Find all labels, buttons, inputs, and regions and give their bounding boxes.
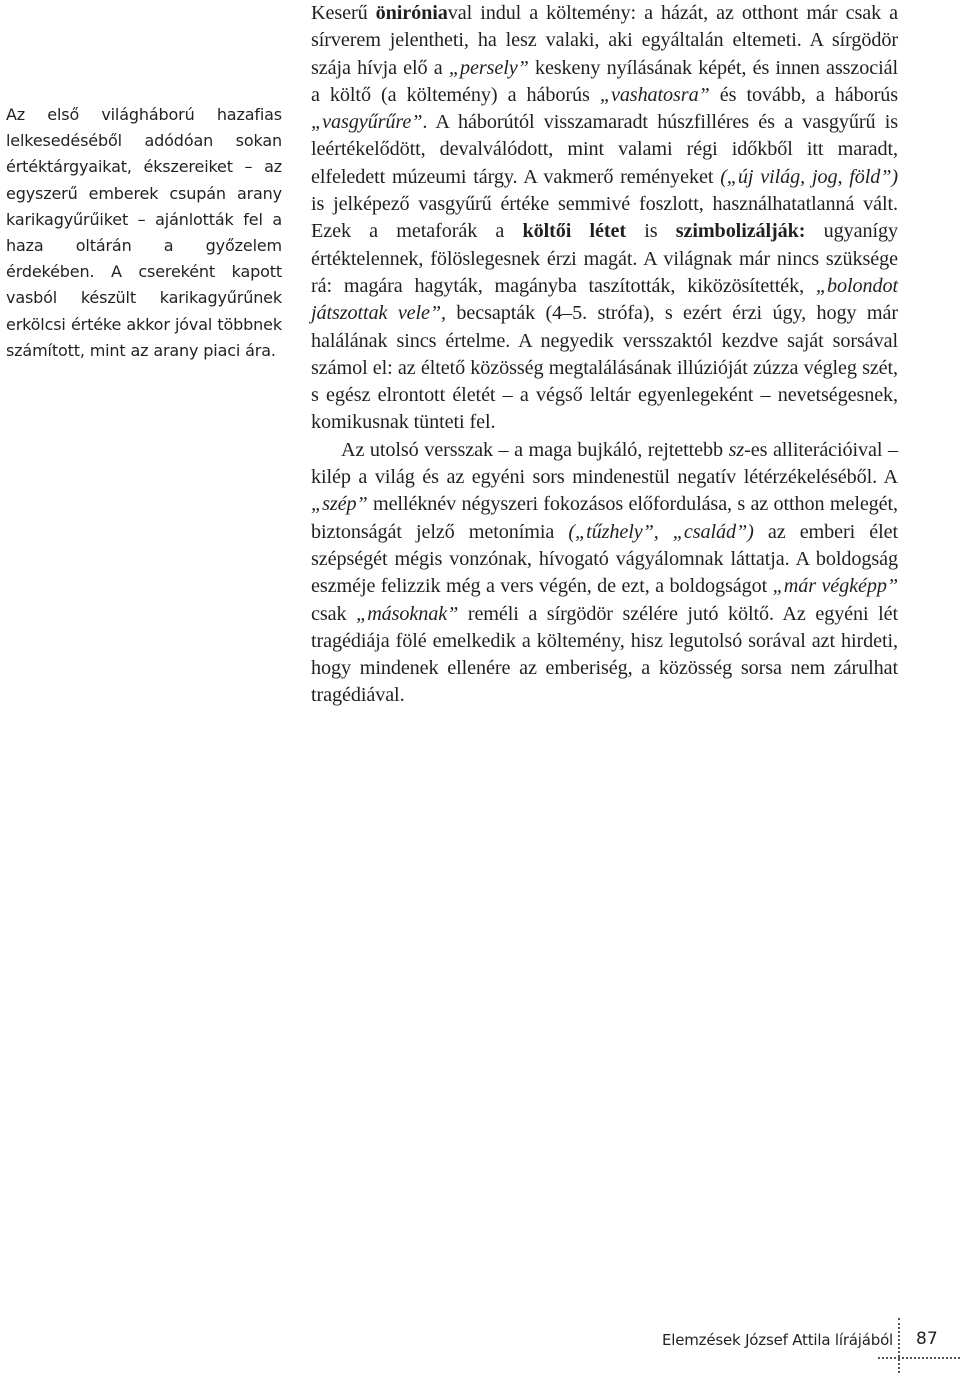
italic-quote: („tűzhely”, „család”) bbox=[568, 520, 754, 543]
text-run: Az utolsó versszak – a maga bujkáló, rejtettebb bbox=[341, 438, 729, 461]
text-run: reméli a sírgödör szélére jutó költő. Az egyéni lét tragédiája fölé emelkedik a költemény, hisz legutolsó sorával azt hirdeti, hogy mindenek ellenére az emberiség, a közösség sorsa nem zárulhat tragédiával. bbox=[311, 602, 899, 707]
text-run: val indul a költemény: a házát, az otthont már csak a sírverem jelentheti, ha lesz valaki, aki egyáltalán eltemeti. A sírgödör szája hívja elő a bbox=[311, 2, 898, 79]
italic-quote: („új világ, jog, föld”) bbox=[720, 165, 898, 188]
footer-divider-horizontal bbox=[878, 1357, 960, 1359]
bold-term: önirónia bbox=[375, 2, 448, 24]
italic-quote: „bolondot játszottak vele”, bbox=[311, 274, 898, 325]
text-run: keskeny nyílásának képét, és innen asszociál a költő (a költemény) a háborús bbox=[311, 56, 898, 106]
bold-term: költői létet bbox=[522, 220, 626, 243]
text-run: . A háborútól visszamaradt húszfilléres és a vasgyűrű is leértékelődött, devalválódott, mint valami régi időkből itt maradt, elfeledett múzeumi tárgy. A vakmerő reményeket bbox=[311, 111, 898, 188]
italic-quote: „vasgyűrűre” bbox=[311, 111, 423, 134]
text-run: Keserű bbox=[311, 2, 376, 24]
italic-quote: „másoknak” bbox=[356, 602, 459, 625]
italic-quote: „már végképp” bbox=[772, 575, 898, 598]
text-run: becsapták (4–5. strófa), s ezért érzi úgy, hogy már halálának sincs értelme. A negyedik versszaktól kezdve saját sorsával számol el: az éltető közösség megtalálásának illúzióját zúzza végleg szét, s egész elrontott életét – a végső leltár egyenlegeként – nevetségesnek, komikusnak tünteti fel. bbox=[311, 302, 898, 434]
bold-term: szimbolizálják: bbox=[675, 220, 806, 243]
text-run: az emberi élet szépségét mégis vonzónak, hívogató vágyálomnak láttatja. A boldogság eszméje felizzik még a vers végén, de ezt, a boldogságot bbox=[311, 520, 898, 598]
italic-quote: „vashatosra” bbox=[599, 83, 710, 106]
sidebar-note: Az első világháború hazafias lelkesedéséből adódóan sokan értéktárgyaikat, ékszereiket – az egyszerű emberek csupán arany karikagyűrűiket – ajánlották fel a haza oltárán a győzelem érdekében. A csereként kapott vasból készült karikagyűrűnek erkölcsi értéke akkor jóval többnek számított, mint az arany piaci ára. bbox=[6, 105, 282, 360]
text-run: ugyanígy értéktelennek, fölöslegesnek érzi magát. A világnak már nincs szüksége rá: magára hagyták, magányba taszították, kiközösítették, bbox=[311, 220, 898, 297]
text-run: is jelképező vasgyűrű értéke semmivé foszlott, használhatatlanná vált. Ezek a metaforák a bbox=[311, 193, 898, 243]
text-run: is bbox=[625, 220, 676, 243]
page-number: 87 bbox=[916, 1329, 938, 1349]
text-run: csak bbox=[311, 602, 357, 625]
paragraph-1 bbox=[311, 0, 898, 437]
italic-quote: sz bbox=[728, 438, 745, 461]
running-footer-title: Elemzések József Attila lírájából bbox=[662, 1331, 894, 1349]
footer-divider-vertical bbox=[898, 1318, 900, 1373]
italic-quote: „persely” bbox=[448, 56, 529, 79]
paragraph-2 bbox=[311, 437, 898, 710]
italic-quote: „szép” bbox=[311, 493, 368, 516]
main-text bbox=[311, 0, 898, 710]
text-run: és tovább, a háborús bbox=[709, 83, 898, 106]
text-run: melléknév négyszeri fokozásos előfordulása, s az otthon melegét, biztonságát jelző metonímia bbox=[311, 493, 898, 543]
text-run: -es alliterációival – kilép a világ és az egyéni sors mindenestül negatív létérzékeléséből. A bbox=[311, 438, 898, 489]
